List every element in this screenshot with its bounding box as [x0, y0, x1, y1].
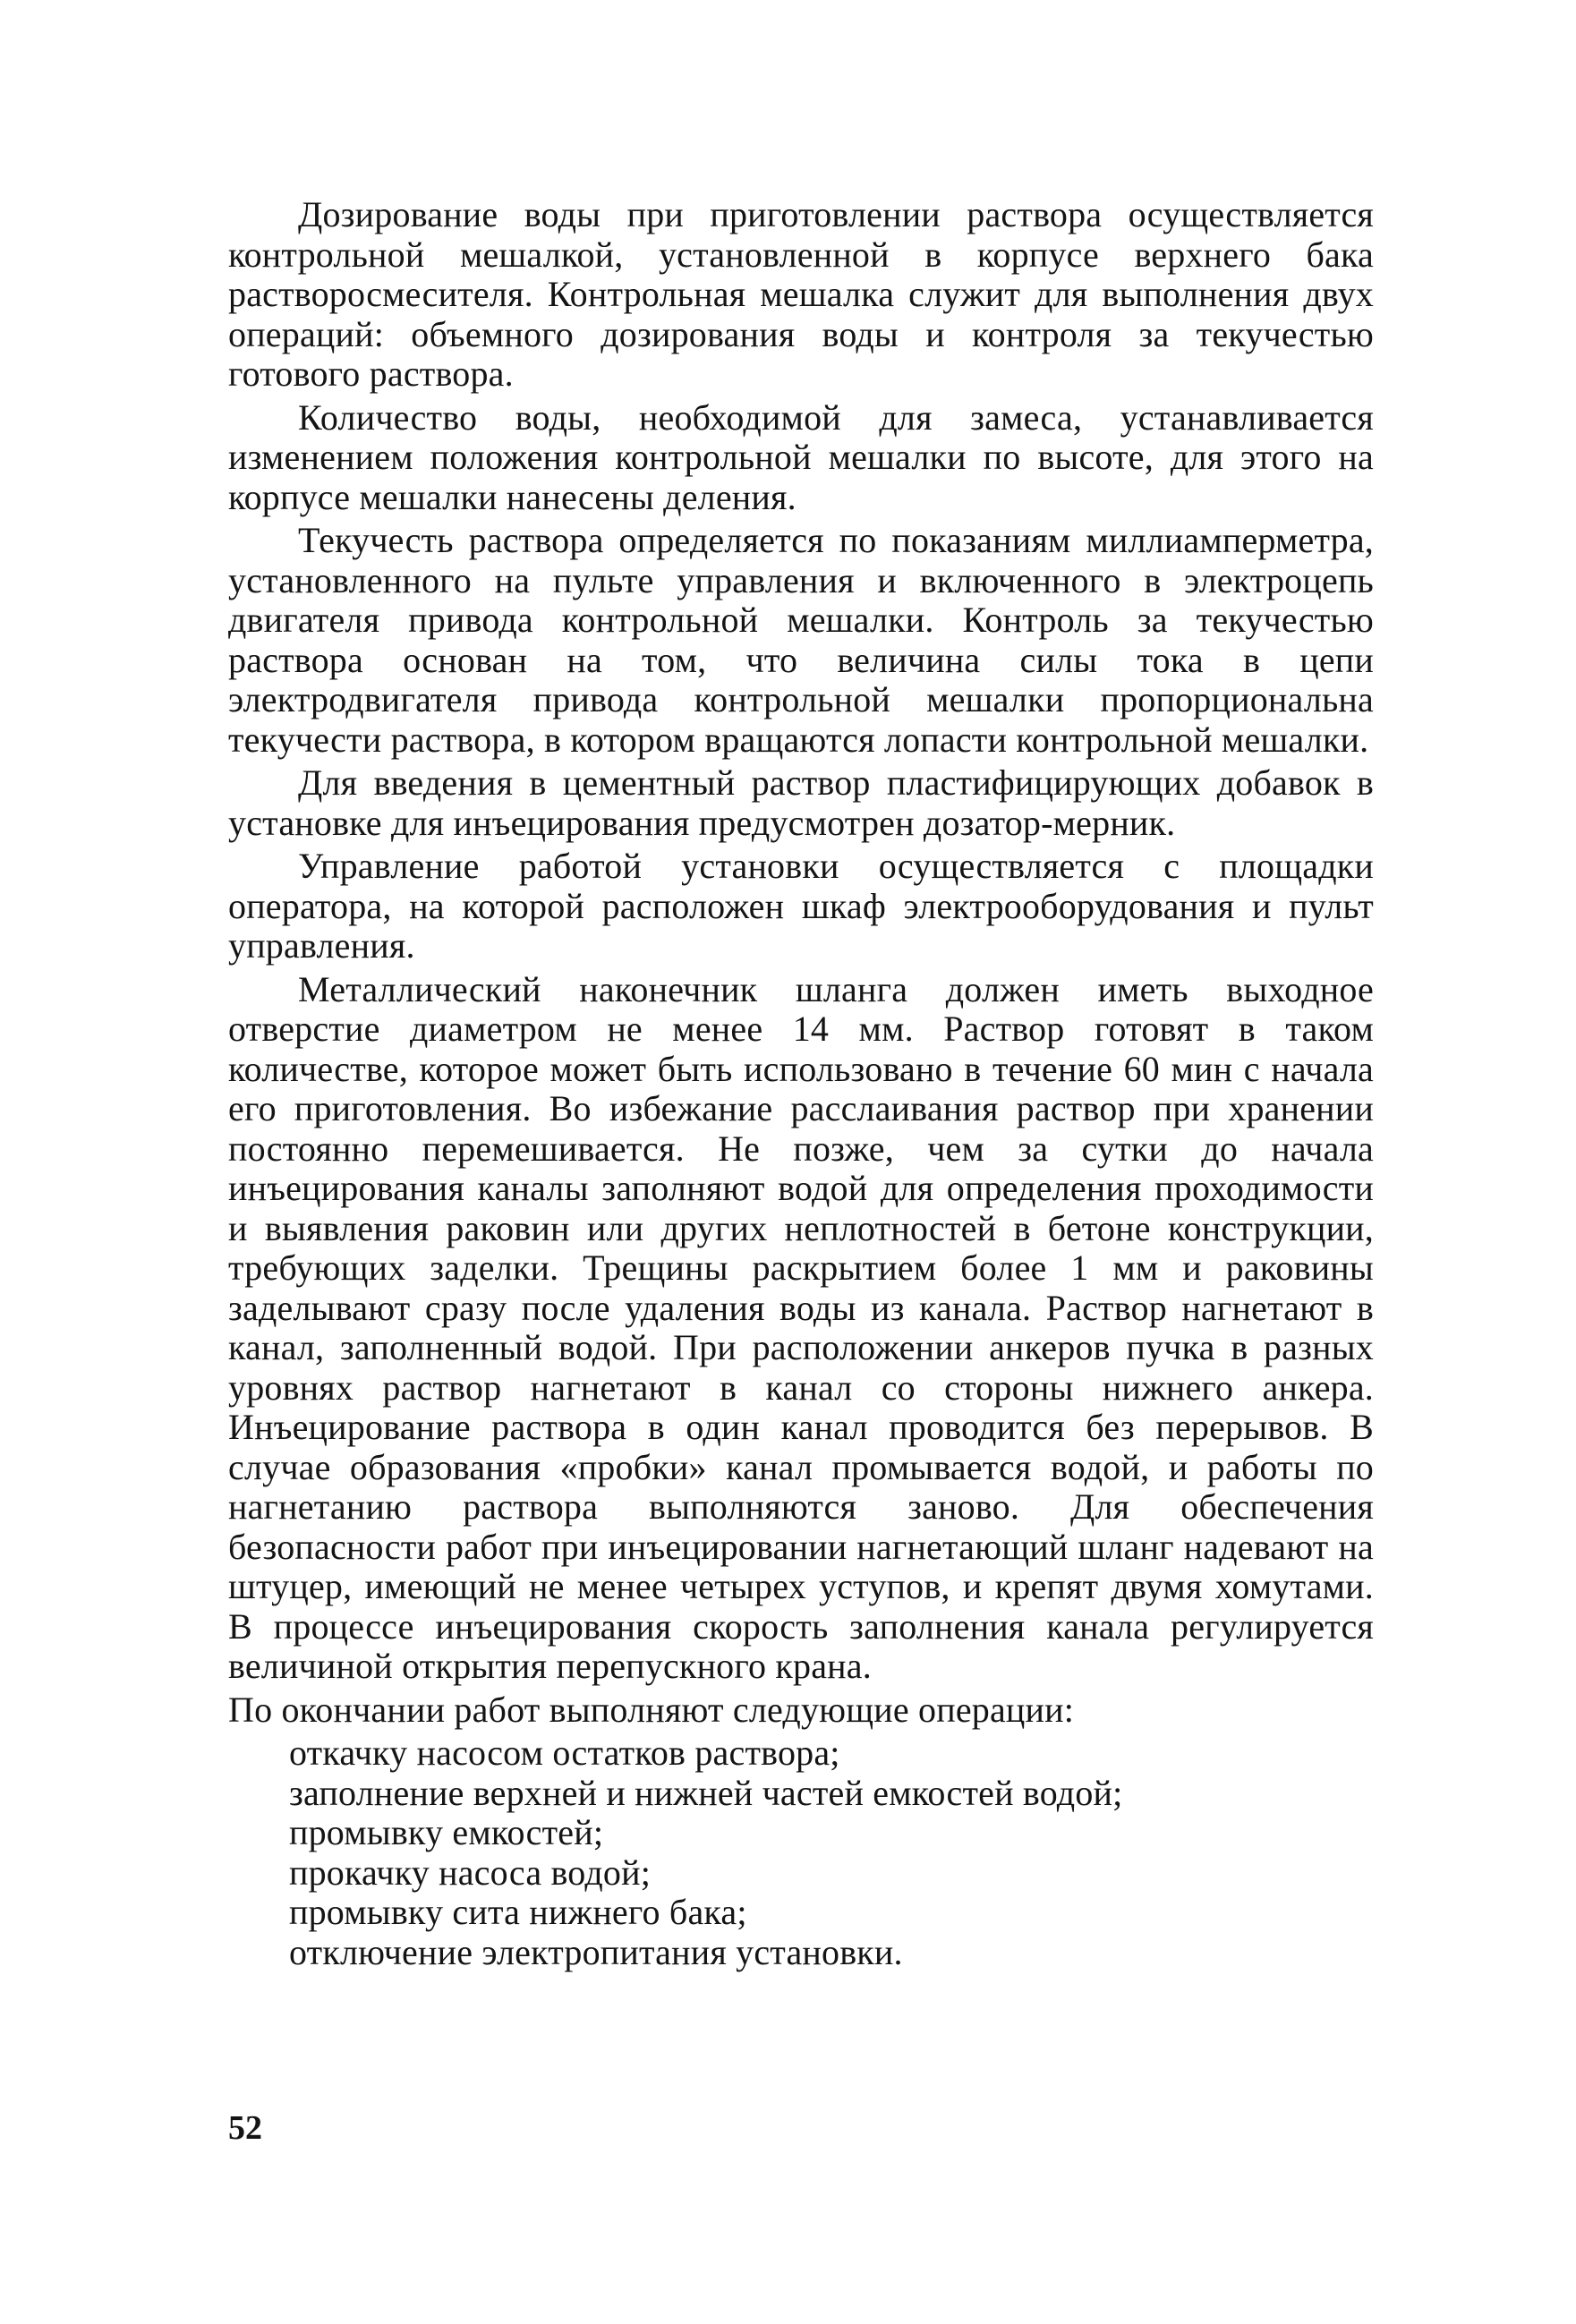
- body-text: [228, 195, 1374, 1972]
- list-item: заполнение верхней и нижней частей емкостей водой;: [289, 1772, 1123, 1813]
- paragraph-fluidity: Текучесть раствора определяется по показаниям миллиамперметра, установленного на пульте управления и включенного в электроцепь двигателя привода контрольной мешалки. Контроль за текучестью раствора основан на том, что величина силы тока в цепи электродвигателя привода контрольной мешалки пропорциональна текучести раствора, в котором вращаются лопасти контрольной мешалки.: [228, 520, 1374, 760]
- list-item: откачку насосом остатков раствора;: [289, 1732, 840, 1773]
- page-number: 52: [228, 2109, 262, 2147]
- paragraph-water-dosing: Дозирование воды при приготовлении раствора осуществляется контрольной мешалкой, установленной в корпусе верхнего бака растворосмесителя. Контрольная мешалка служит для выполнения двух операций: объемного дозирования воды и контроля за текучестью готового раствора.: [228, 194, 1374, 394]
- list-item: отключение электропитания установки.: [289, 1931, 903, 1972]
- operations-list: [228, 1733, 1374, 1972]
- paragraph-additives: Для введения в цементный раствор пластифицирующих добавок в установке для инъецирования предусмотрен дозатор-мерник.: [228, 762, 1374, 843]
- paragraph-injection-procedure: Металлический наконечник шланга должен иметь выходное отверстие диаметром не менее 14 мм. Раствор готовят в таком количестве, которое может быть использовано в течение 60 мин с начала его приготовления. Во избежание расслаивания раствор при хранении постоянно перемешивается. Не позже, чем за сутки до начала инъецирования каналы заполняют водой для определения проходимости и выявления раковин или других неплотностей в бетоне конструкции, требующих заделки. Трещины раскрытием более 1 мм и раковины заделывают сразу после удаления воды из канала. Раствор нагнетают в канал, заполненный водой. При расположении анкеров пучка в разных уровнях раствор нагнетают в канал со стороны нижнего анкера. Инъецирование раствора в один канал проводится без перерывов. В случае образования «пробки» канал промывается водой, и работы по нагнетанию раствора выполняются заново. Для обеспечения безопасности работ при инъецировании нагнетающий шланг надевают на штуцер, имеющий не менее четырех уступов, и крепят двумя хомутами. В процессе инъецирования скорость заполнения канала регулируется величиной открытия перепускного крана.: [228, 968, 1374, 1686]
- list-item: прокачку насоса водой;: [289, 1852, 652, 1893]
- list-item: промывку емкостей;: [289, 1812, 604, 1852]
- paragraph-water-quantity: Количество воды, необходимой для замеса, устанавливается изменением положения контрольной мешалки по высоте, для этого на корпусе мешалки нанесены деления.: [228, 396, 1374, 517]
- list-intro: По окончании работ выполняют следующие операции:: [228, 1689, 1075, 1730]
- paragraph-control: Управление работой установки осуществляется с площадки оператора, на которой расположен шкаф электрооборудования и пульт управления.: [228, 846, 1374, 966]
- list-item: промывку сита нижнего бака;: [289, 1892, 747, 1932]
